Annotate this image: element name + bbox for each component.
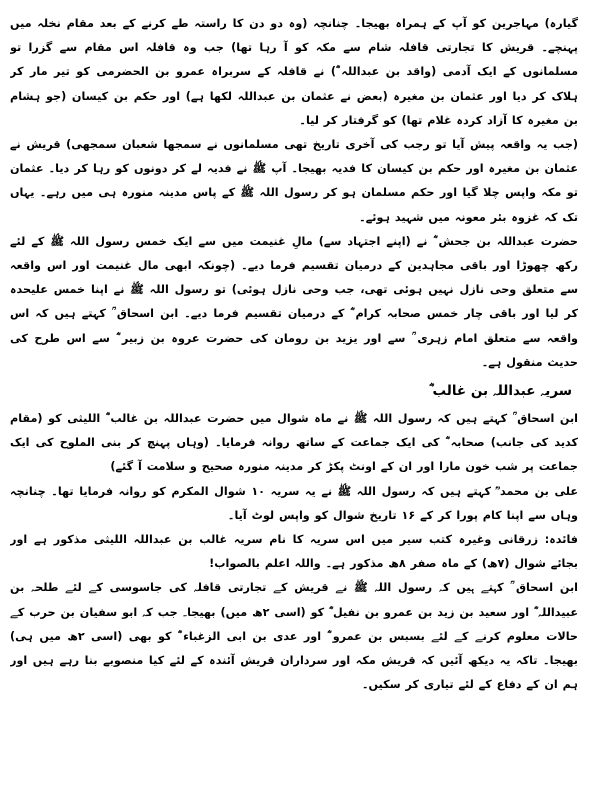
paragraph-rajab-waqia: (جب یہ واقعہ پیش آیا تو رجب کی آخری تاریخ تھی مسلمانوں نے سمجھا شعبان سمجھی) قریش نے عثمان بن مغیرہ اور حکم بن کیسان کا فدیہ بھیجا۔ آپ ﷺ نے فدیہ لے کر دونوں کو رہا کر دیا۔ عثمان تو مکہ واپس چلا گیا اور حکم مسلمان ہو کر رسول اللہ ﷺ کے پاس مدینہ منورہ ہی میں رہے۔ یہاں تک کہ غزوہ بئر معونہ میں شہید ہوئے۔: [10, 138, 578, 224]
paragraph-gyarah-muhajireen: گیارہ) مہاجرین کو آپ کے ہمراہ بھیجا۔ چنانچہ (وہ دو دن کا راستہ طے کرنے کے بعد مقام نخلہ میں پہنچے۔ قریش کا تجارتی قافلہ شام سے مکہ کو آ رہا تھا) جب وہ قافلہ اس مقام سے گزرا تو مسلمانوں کے ایک آدمی (واقد بن عبداللہ ؓ) نے قافلہ کے سربراہ عمرو بن الحضرمی کو تیر مار کر ہلاک کر دیا اور عثمان بن مغیرہ (بعض نے عثمان بن عبداللہ لکھا ہے) اور حکم بن کیسان (جو ہشام بن مغیرہ کا آزاد کردہ غلام تھا) کو گرفتار کر لیا۔: [10, 17, 578, 127]
paragraph-ibn-ishaq-shawwal: ابن اسحاق ؒ کہتے ہیں کہ رسول اللہ ﷺ نے ماہ شوال میں حضرت عبداللہ بن غالب ؓ اللیثی کو (مقام کدید کی جانب) صحابہ ؓ کی ایک جماعت کے ساتھ روانہ فرمایا۔ (وہاں پہنچ کر بنی الملوح کی ایک جماعت پر شب خون مارا اور ان کے اونٹ پکڑ کر مدینہ منورہ صحیح و سلامت آ گئے): [10, 412, 578, 474]
paragraph-ibn-ishaq-jasoosi: ابن اسحاق ؒ کہتے ہیں کہ رسول اللہ ﷺ نے قریش کے تجارتی قافلہ کی جاسوسی کے لئے طلحہ بن عبیداللہ ؓ اور سعید بن زید بن عمرو بن نفیل ؓ کو (اسی ۲ھ میں) بھیجا۔ جب کہ ابو سفیان بن حرب کے حالات معلوم کرنے کے لئے بسبس بن عمرو ؓ اور عدی بن ابی الزغباء ؓ کو بھی (اسی ۲ھ میں ہی) بھیجا۔ تاکہ یہ دیکھ آئیں کہ قریش مکہ اور سرداران قریش آئندہ کے لئے کیا منصوبے بنا رہے ہیں اور ہم ان کے دفاع کے لئے تیاری کر سکیں۔: [10, 581, 578, 692]
document-page: [10, 12, 578, 792]
section-heading-sariya-abdullah-bin-ghalib: سریہ عبداللہ بن غالب ؓ: [429, 383, 572, 400]
paragraph-ali-bin-muhammad: علی بن محمد ؒ کہتے ہیں کہ رسول اللہ ﷺ نے یہ سریہ ۱۰ شوال المکرم کو روانہ فرمایا تھا۔ چنانچہ وہاں سے اپنا کام پورا کر کے ۱۶ تاریخ شوال کو واپس لوٹ آیا۔: [10, 484, 578, 522]
paragraph-faida-note: فائدہ: زرقانی وغیرہ کتب سیر میں اس سریہ کا نام سریہ غالب بن عبداللہ اللیثی مذکور ہے اور بجائے شوال (۷ھ) کے ماہ صفر ۸ھ مذکور ہے۔ واللہ اعلم بالصواب!: [10, 533, 578, 571]
paragraph-abdullah-bin-jahsh: حضرت عبداللہ بن جحش ؓ نے (اپنے اجتہاد سے) مالِ غنیمت میں سے ایک خمس رسول اللہ ﷺ کے لئے رکھ چھوڑا اور باقی مجاہدین کے درمیان تقسیم فرما دیے۔ (چونکہ ابھی مال غنیمت اور اس واقعہ سے متعلق وحی نازل نہیں ہوئی تھی، جب وحی نازل ہوئی) تو رسول اللہ ﷺ نے اپنا خمس علیحدہ کر لیا اور باقی چار خمس صحابہ کرام ؓ کے درمیان تقسیم فرما دیے۔ ابن اسحاق ؒ کہتے ہیں کہ اس واقعہ سے متعلق امام زہری ؒ سے اور یزید بن رومان کی حضرت عروہ بن زبیر ؓ سے اس طرح کی حدیث منقول ہے۔: [10, 234, 578, 369]
